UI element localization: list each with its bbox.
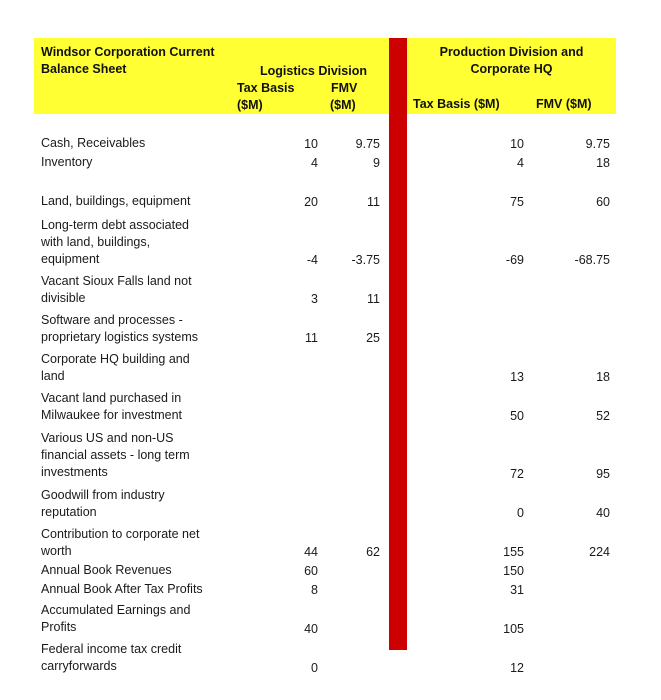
row-label: Cash, Receivables: [41, 136, 146, 150]
logistics-tax-cell: 11: [305, 331, 318, 345]
row-label-line: Software and processes -: [41, 313, 183, 327]
logistics-division-heading: Logistics Division: [260, 64, 367, 78]
logistics-fmv-header-line2: ($M): [330, 98, 356, 112]
row-label-line: carryforwards: [41, 659, 117, 674]
production-fmv-cell: 9.75: [585, 137, 610, 151]
row-label-line: land: [41, 369, 65, 384]
production-tax-cell: 50: [510, 409, 524, 423]
row-label: [41, 217, 231, 269]
sheet-title-line1: Windsor Corporation Current: [41, 45, 215, 59]
production-tax-cell: 12: [510, 661, 524, 675]
row-label: [41, 273, 231, 307]
production-tax-cell: 72: [510, 467, 524, 481]
row-label: Annual Book After Tax Profits: [41, 582, 203, 596]
row-label: [41, 351, 231, 385]
logistics-fmv-header-line1: FMV: [331, 81, 358, 95]
production-tax-cell: 0: [517, 506, 524, 520]
logistics-fmv-cell: 9: [373, 156, 380, 170]
row-label: [41, 641, 231, 675]
production-tax-cell: -69: [505, 253, 524, 267]
row-label: Land, buildings, equipment: [41, 194, 191, 208]
divider-bar: [389, 38, 407, 650]
row-label: [41, 312, 231, 346]
row-label: [41, 430, 231, 482]
logistics-fmv-cell: 62: [366, 545, 380, 559]
row-label: [41, 487, 231, 521]
logistics-tax-cell: 60: [304, 564, 318, 578]
logistics-tax-basis-header-line2: ($M): [237, 98, 263, 112]
production-tax-cell: 105: [503, 622, 524, 636]
logistics-tax-cell: 20: [304, 195, 318, 209]
row-label-line: Vacant land purchased in: [41, 391, 182, 405]
row-label-line: reputation: [41, 505, 97, 520]
row-label-line: Long-term debt associated: [41, 218, 190, 232]
row-label: Inventory: [41, 155, 93, 169]
production-fmv-cell: -68.75: [574, 253, 610, 267]
logistics-tax-cell: 0: [311, 661, 318, 675]
production-fmv-header: FMV ($M): [536, 97, 592, 111]
logistics-tax-basis-header-line1: Tax Basis: [237, 81, 295, 95]
row-label-line: Milwaukee for investment: [41, 408, 183, 423]
logistics-tax-cell: 44: [304, 545, 318, 559]
logistics-tax-cell: -4: [306, 253, 318, 267]
row-label-line: financial assets - long term: [41, 448, 190, 463]
row-label-line: Federal income tax credit: [41, 642, 182, 656]
row-label-line: equipment: [41, 252, 100, 267]
production-fmv-cell: 95: [596, 467, 610, 481]
row-label: Annual Book Revenues: [41, 563, 172, 577]
production-tax-cell: 150: [503, 564, 524, 578]
row-label-line: divisible: [41, 291, 86, 306]
logistics-fmv-cell: 9.75: [355, 137, 380, 151]
production-tax-basis-header: Tax Basis ($M): [413, 97, 500, 111]
row-label: [41, 390, 231, 424]
logistics-fmv-cell: -3.75: [351, 253, 380, 267]
row-label-line: Accumulated Earnings and: [41, 603, 191, 617]
sheet-title-line2: Balance Sheet: [41, 62, 127, 76]
production-tax-cell: 75: [510, 195, 524, 209]
production-fmv-cell: 40: [596, 506, 610, 520]
production-fmv-cell: 52: [596, 409, 610, 423]
logistics-tax-cell: 40: [304, 622, 318, 636]
production-tax-cell: 31: [510, 583, 524, 597]
row-label-line: Contribution to corporate net: [41, 527, 200, 541]
logistics-tax-cell: 4: [311, 156, 318, 170]
row-label-line: Various US and non-US: [41, 431, 174, 445]
logistics-tax-cell: 8: [311, 583, 318, 597]
row-label: [41, 602, 231, 636]
production-heading-line1: Production Division and: [439, 45, 584, 59]
row-label-line: investments: [41, 465, 108, 480]
production-tax-cell: 155: [503, 545, 524, 559]
logistics-fmv-cell: 11: [367, 292, 380, 306]
logistics-fmv-cell: 11: [367, 195, 380, 209]
production-fmv-cell: 60: [596, 195, 610, 209]
production-fmv-cell: 18: [596, 370, 610, 384]
row-label-line: worth: [41, 544, 72, 559]
row-label-line: Goodwill from industry: [41, 488, 165, 502]
logistics-tax-cell: 3: [311, 292, 318, 306]
production-fmv-cell: 224: [589, 545, 610, 559]
production-tax-cell: 4: [517, 156, 524, 170]
row-label-line: Profits: [41, 620, 77, 635]
production-tax-cell: 13: [510, 370, 524, 384]
row-label-line: with land, buildings,: [41, 235, 151, 250]
row-label-line: Vacant Sioux Falls land not: [41, 274, 192, 288]
production-tax-cell: 10: [510, 137, 524, 151]
logistics-fmv-cell: 25: [366, 331, 380, 345]
logistics-tax-cell: 10: [304, 137, 318, 151]
production-heading-line2: Corporate HQ: [470, 62, 553, 76]
row-label: [41, 526, 231, 560]
production-fmv-cell: 18: [596, 156, 610, 170]
row-label-line: Corporate HQ building and: [41, 352, 190, 366]
row-label-line: proprietary logistics systems: [41, 330, 198, 345]
